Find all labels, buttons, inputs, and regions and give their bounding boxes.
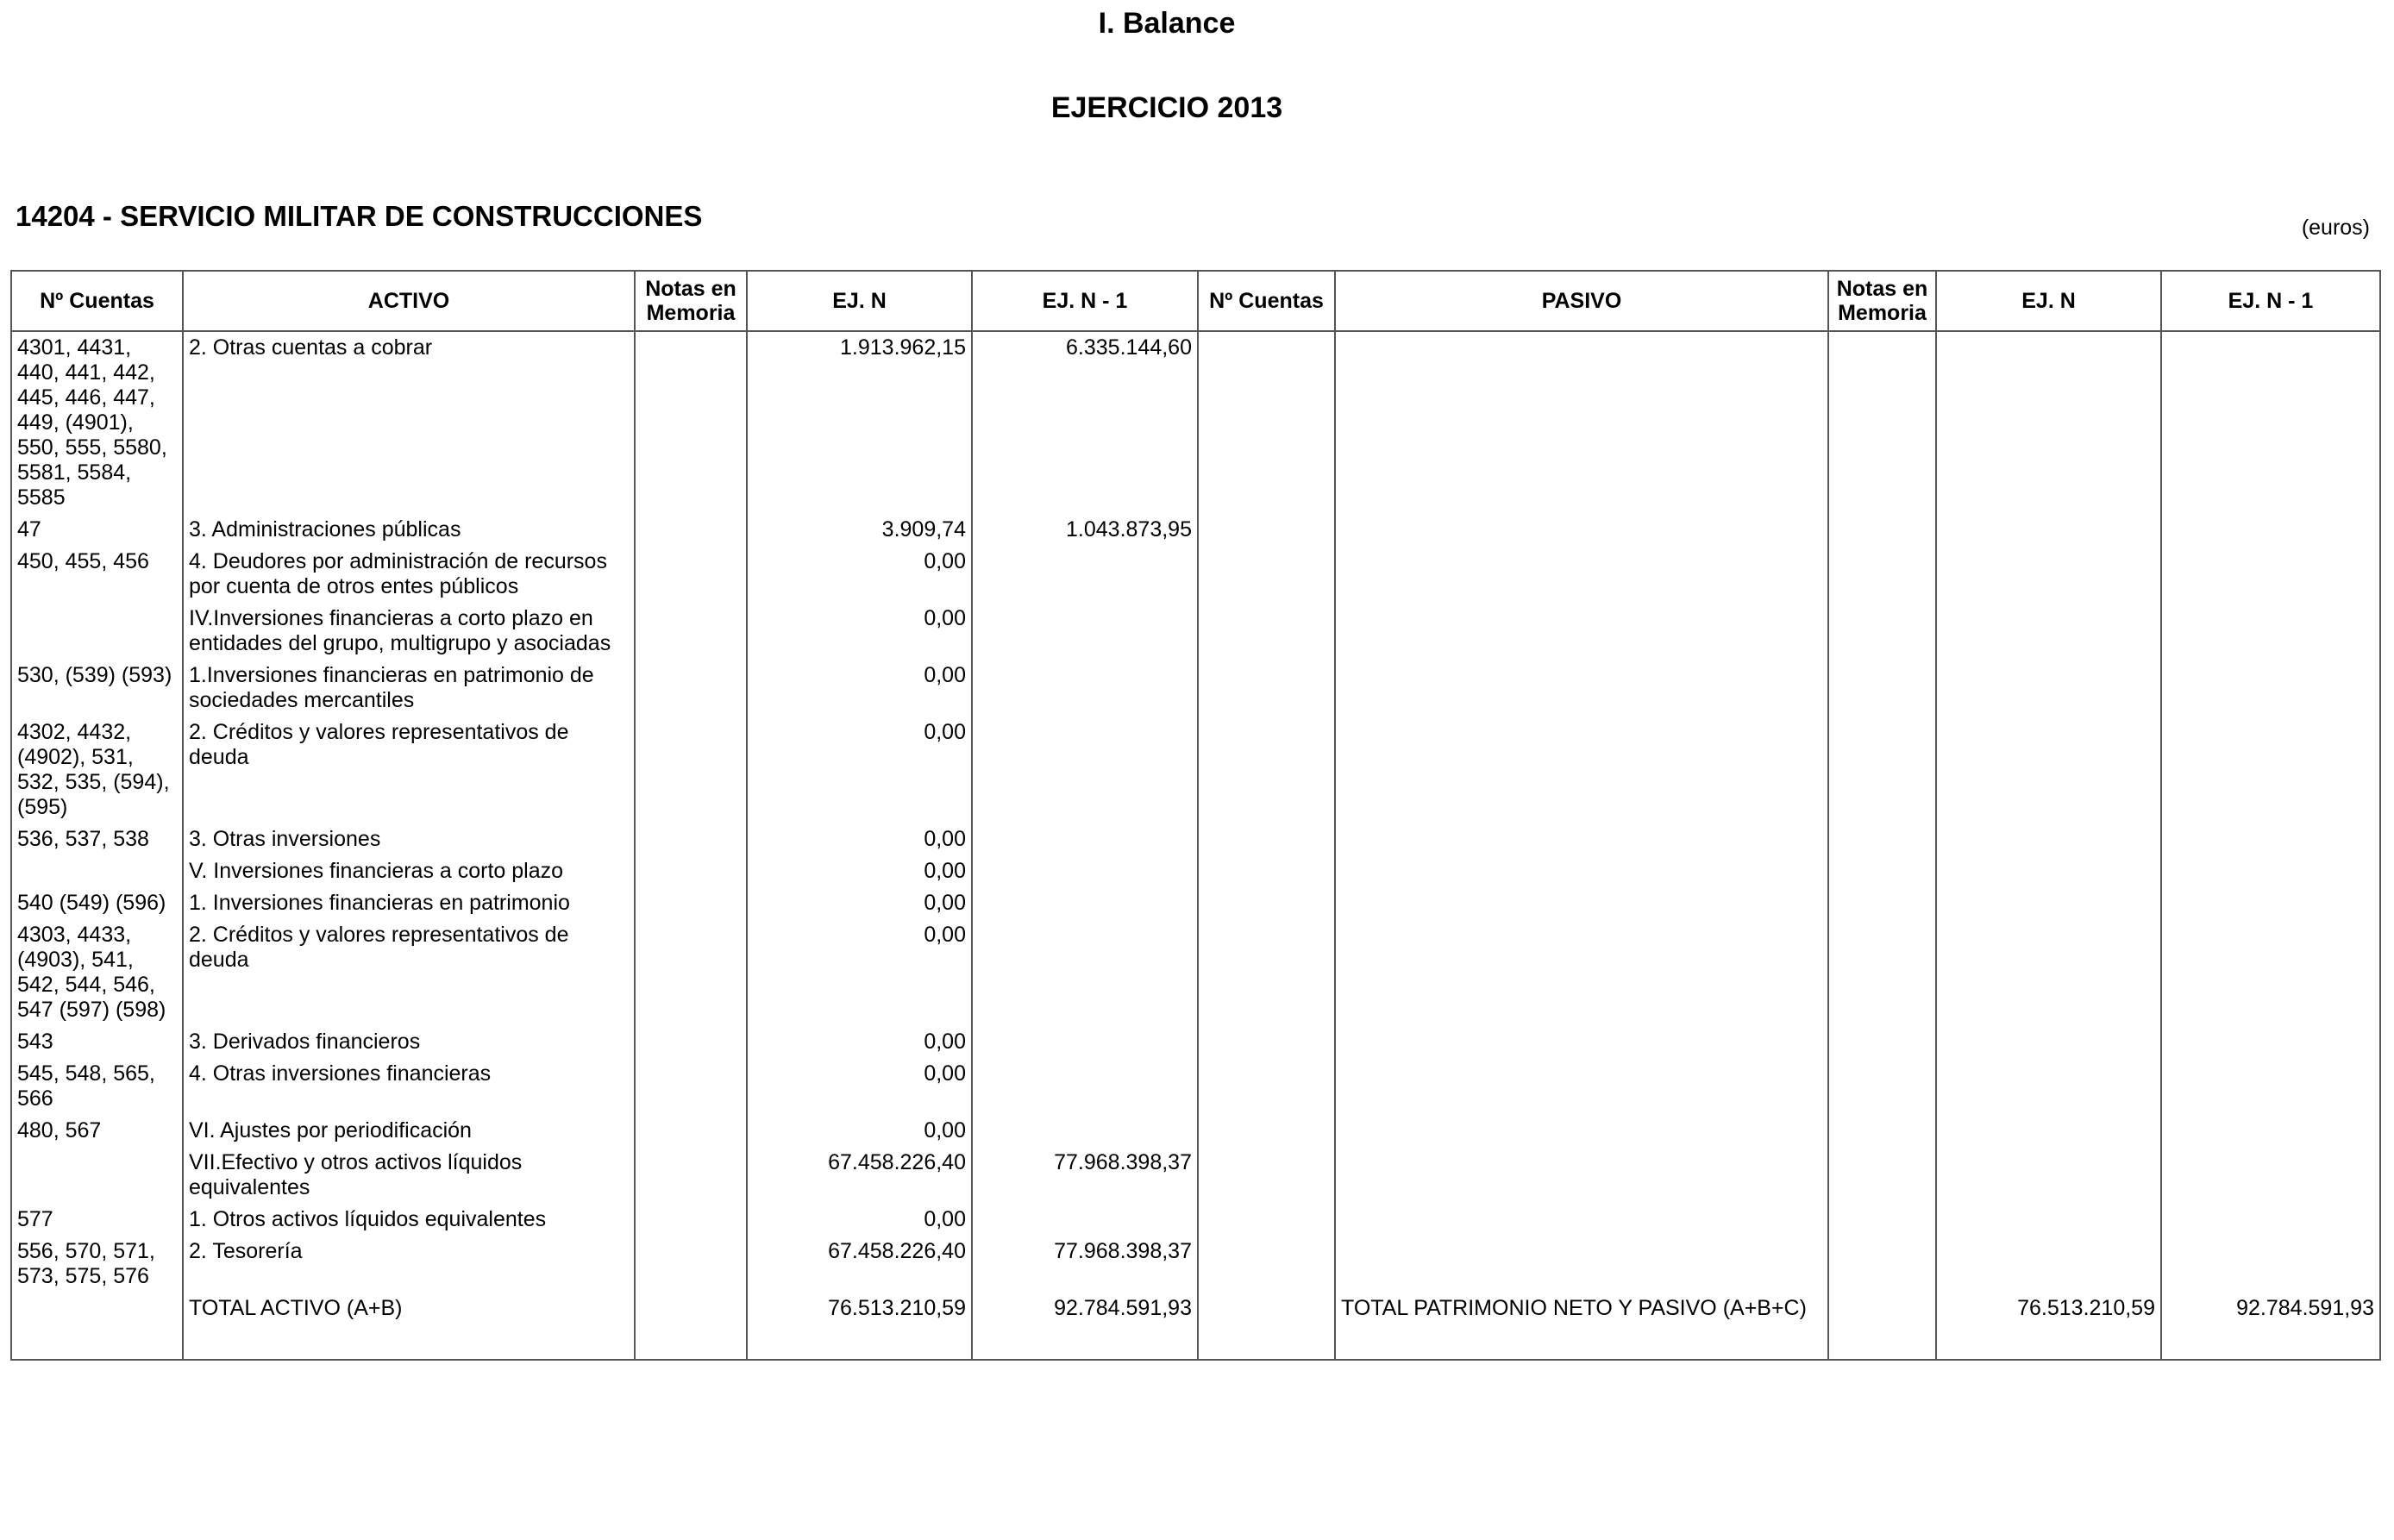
pasivo-label-cell [1335,546,1828,603]
ej-n-1-value [972,1058,1198,1115]
table-row [11,660,2380,717]
account-codes [11,1147,183,1204]
pasivo-ej-n-cell [1936,855,2161,887]
total-pasivo-cuentas-cell [1198,1293,1335,1360]
pasivo-label-cell [1335,1115,1828,1147]
table-row [11,1058,2380,1115]
header-cuentas: Nº Cuentas [11,271,183,331]
pasivo-ej-n-1-cell [2161,660,2380,717]
ej-n-value: 0,00 [747,546,972,603]
account-codes: 536, 537, 538 [11,823,183,855]
pasivo-label-cell [1335,919,1828,1026]
notas-cell [635,855,747,887]
pasivo-cuentas-cell [1198,1115,1335,1147]
table-row [11,1026,2380,1058]
pasivo-ej-n-1-cell [2161,855,2380,887]
pasivo-ej-n-1-cell [2161,919,2380,1026]
pasivo-ej-n-1-cell [2161,331,2380,514]
pasivo-label-cell [1335,514,1828,546]
pasivo-ej-n-1-cell [2161,546,2380,603]
balance-table [10,270,2381,1361]
pasivo-notas-cell [1828,1026,1936,1058]
ej-n-value: 0,00 [747,1058,972,1115]
pasivo-notas-cell [1828,1204,1936,1236]
table-row [11,331,2380,514]
notas-cell [635,603,747,660]
table-row [11,603,2380,660]
pasivo-cuentas-cell [1198,331,1335,514]
ej-n-value: 0,00 [747,887,972,919]
units-label: (euros) [2301,216,2370,240]
pasivo-ej-n-1-cell [2161,1026,2380,1058]
notas-cell [635,546,747,603]
pasivo-cuentas-cell [1198,717,1335,823]
pasivo-ej-n-cell [1936,514,2161,546]
account-codes: 530, (539) (593) [11,660,183,717]
activo-label: VII.Efectivo y otros activos líquidos equivalentes [183,1147,635,1204]
header-pasivo: PASIVO [1335,271,1828,331]
ej-n-value: 0,00 [747,1026,972,1058]
pasivo-notas-cell [1828,603,1936,660]
pasivo-cuentas-cell [1198,1236,1335,1293]
table-row [11,514,2380,546]
pasivo-ej-n-1-cell [2161,823,2380,855]
pasivo-label-cell [1335,887,1828,919]
pasivo-ej-n-1-cell [2161,1204,2380,1236]
account-codes: 577 [11,1204,183,1236]
pasivo-cuentas-cell [1198,919,1335,1026]
total-pasivo-label: TOTAL PATRIMONIO NETO Y PASIVO (A+B+C) [1335,1293,1828,1360]
table-row [11,546,2380,603]
account-codes: 545, 548, 565, 566 [11,1058,183,1115]
ej-n-value: 0,00 [747,1204,972,1236]
pasivo-label-cell [1335,603,1828,660]
pasivo-label-cell [1335,823,1828,855]
activo-label: 1.Inversiones financieras en patrimonio de sociedades mercantiles [183,660,635,717]
pasivo-label-cell [1335,1204,1828,1236]
activo-label: 4. Otras inversiones financieras [183,1058,635,1115]
notas-cell [635,1236,747,1293]
ej-n-1-value [972,603,1198,660]
account-codes: 543 [11,1026,183,1058]
ej-n-value: 0,00 [747,823,972,855]
pasivo-ej-n-cell [1936,717,2161,823]
pasivo-notas-cell [1828,1058,1936,1115]
notas-cell [635,1147,747,1204]
pasivo-notas-cell [1828,823,1936,855]
activo-label: 3. Administraciones públicas [183,514,635,546]
pasivo-ej-n-cell [1936,1058,2161,1115]
pasivo-ej-n-cell [1936,546,2161,603]
pasivo-ej-n-cell [1936,1115,2161,1147]
ej-n-value: 67.458.226,40 [747,1236,972,1293]
table-row [11,1147,2380,1204]
pasivo-notas-cell [1828,887,1936,919]
notas-cell [635,331,747,514]
ej-n-value: 0,00 [747,1115,972,1147]
ej-n-1-value: 77.968.398,37 [972,1236,1198,1293]
pasivo-cuentas-cell [1198,660,1335,717]
ej-n-value: 1.913.962,15 [747,331,972,514]
pasivo-label-cell [1335,1236,1828,1293]
ej-n-1-value: 1.043.873,95 [972,514,1198,546]
pasivo-notas-cell [1828,717,1936,823]
pasivo-notas-cell [1828,660,1936,717]
ej-n-1-value [972,660,1198,717]
ej-n-1-value: 77.968.398,37 [972,1147,1198,1204]
total-activo-ej-n-1: 92.784.591,93 [972,1293,1198,1360]
pasivo-ej-n-1-cell [2161,514,2380,546]
notas-cell [635,887,747,919]
pasivo-ej-n-cell [1936,823,2161,855]
pasivo-notas-cell [1828,919,1936,1026]
table-row [11,823,2380,855]
activo-label: 2. Créditos y valores representativos de deuda [183,717,635,823]
account-codes: 4301, 4431, 440, 441, 442, 445, 446, 447, 449, (4901), 550, 555, 5580, 5581, 5584, 5585 [11,331,183,514]
pasivo-label-cell [1335,717,1828,823]
activo-label: VI. Ajustes por periodificación [183,1115,635,1147]
notas-cell [635,660,747,717]
pasivo-cuentas-cell [1198,603,1335,660]
pasivo-notas-cell [1828,514,1936,546]
activo-label: IV.Inversiones financieras a corto plazo en entidades del grupo, multigrupo y asociadas [183,603,635,660]
total-pasivo-ej-n: 76.513.210,59 [1936,1293,2161,1360]
pasivo-cuentas-cell [1198,546,1335,603]
table-row [11,717,2380,823]
total-activo-ej-n: 76.513.210,59 [747,1293,972,1360]
account-codes: 4302, 4432, (4902), 531, 532, 535, (594), (595) [11,717,183,823]
pasivo-label-cell [1335,1026,1828,1058]
header-ej-n-1: EJ. N - 1 [972,271,1198,331]
account-codes: 556, 570, 571, 573, 575, 576 [11,1236,183,1293]
ej-n-value: 0,00 [747,855,972,887]
notas-cell [635,919,747,1026]
table-row [11,1236,2380,1293]
ej-n-value: 3.909,74 [747,514,972,546]
activo-label: 1. Otros activos líquidos equivalentes [183,1204,635,1236]
report-title: I. Balance [1098,7,1236,40]
account-codes: 47 [11,514,183,546]
pasivo-label-cell [1335,1058,1828,1115]
ej-n-1-value [972,1115,1198,1147]
table-row [11,1204,2380,1236]
activo-label: V. Inversiones financieras a corto plazo [183,855,635,887]
notas-cell [635,514,747,546]
total-pasivo-notas-cell [1828,1293,1936,1360]
notas-cell [635,1115,747,1147]
pasivo-cuentas-cell [1198,1204,1335,1236]
total-pasivo-ej-n-1: 92.784.591,93 [2161,1293,2380,1360]
pasivo-ej-n-1-cell [2161,717,2380,823]
ej-n-value: 0,00 [747,660,972,717]
pasivo-notas-cell [1828,1115,1936,1147]
account-codes: 4303, 4433, (4903), 541, 542, 544, 546, 547 (597) (598) [11,919,183,1026]
notas-cell [635,1026,747,1058]
total-cuentas-cell [11,1293,183,1360]
ej-n-1-value [972,546,1198,603]
notas-cell [635,823,747,855]
activo-label: 4. Deudores por administración de recursos por cuenta de otros entes públicos [183,546,635,603]
pasivo-label-cell [1335,660,1828,717]
account-codes: 450, 455, 456 [11,546,183,603]
pasivo-label-cell [1335,331,1828,514]
pasivo-cuentas-cell [1198,823,1335,855]
pasivo-ej-n-1-cell [2161,1115,2380,1147]
pasivo-label-cell [1335,1147,1828,1204]
notas-cell [635,1058,747,1115]
fiscal-year-title: EJERCICIO 2013 [1050,91,1283,124]
ej-n-value: 0,00 [747,717,972,823]
pasivo-cuentas-cell [1198,1026,1335,1058]
notas-cell [635,1204,747,1236]
activo-label: 1. Inversiones financieras en patrimonio [183,887,635,919]
pasivo-notas-cell [1828,1147,1936,1204]
ej-n-value: 0,00 [747,603,972,660]
total-activo-label: TOTAL ACTIVO (A+B) [183,1293,635,1360]
pasivo-notas-cell [1828,331,1936,514]
pasivo-notas-cell [1828,855,1936,887]
notas-cell [635,717,747,823]
pasivo-cuentas-cell [1198,514,1335,546]
pasivo-ej-n-cell [1936,1236,2161,1293]
pasivo-notas-cell [1828,1236,1936,1293]
balance-table-body [11,331,2380,1360]
pasivo-cuentas-cell [1198,1147,1335,1204]
activo-label: 2. Créditos y valores representativos de deuda [183,919,635,1026]
pasivo-ej-n-cell [1936,1026,2161,1058]
ej-n-1-value [972,1204,1198,1236]
activo-label: 3. Derivados financieros [183,1026,635,1058]
pasivo-ej-n-cell [1936,1147,2161,1204]
ej-n-1-value [972,1026,1198,1058]
pasivo-ej-n-cell [1936,887,2161,919]
entity-heading: 14204 - SERVICIO MILITAR DE CONSTRUCCIONES [16,200,703,232]
pasivo-cuentas-cell [1198,855,1335,887]
header-ej-n: EJ. N [747,271,972,331]
account-codes: 480, 567 [11,1115,183,1147]
table-row [11,855,2380,887]
activo-label: 2. Tesorería [183,1236,635,1293]
ej-n-1-value [972,855,1198,887]
pasivo-ej-n-cell [1936,603,2161,660]
header-ej-n-pasivo: EJ. N [1936,271,2161,331]
pasivo-cuentas-cell [1198,887,1335,919]
table-header-row [11,271,2380,331]
total-row [11,1293,2380,1360]
pasivo-cuentas-cell [1198,1058,1335,1115]
activo-label: 2. Otras cuentas a cobrar [183,331,635,514]
pasivo-ej-n-cell [1936,1204,2161,1236]
table-row [11,887,2380,919]
header-notas: Notas en Memoria [635,271,747,331]
header-ej-n-1-pasivo: EJ. N - 1 [2161,271,2380,331]
ej-n-1-value [972,887,1198,919]
pasivo-ej-n-cell [1936,660,2161,717]
pasivo-ej-n-1-cell [2161,1236,2380,1293]
pasivo-ej-n-1-cell [2161,887,2380,919]
pasivo-ej-n-cell [1936,919,2161,1026]
pasivo-notas-cell [1828,546,1936,603]
header-activo: ACTIVO [183,271,635,331]
account-codes [11,603,183,660]
pasivo-ej-n-cell [1936,331,2161,514]
pasivo-ej-n-1-cell [2161,1147,2380,1204]
total-notas-cell [635,1293,747,1360]
activo-label: 3. Otras inversiones [183,823,635,855]
ej-n-1-value [972,823,1198,855]
pasivo-label-cell [1335,855,1828,887]
table-row [11,1115,2380,1147]
pasivo-ej-n-1-cell [2161,603,2380,660]
ej-n-1-value [972,919,1198,1026]
table-row [11,919,2380,1026]
pasivo-ej-n-1-cell [2161,1058,2380,1115]
account-codes: 540 (549) (596) [11,887,183,919]
header-cuentas-pasivo: Nº Cuentas [1198,271,1335,331]
header-notas-pasivo: Notas en Memoria [1828,271,1936,331]
ej-n-value: 67.458.226,40 [747,1147,972,1204]
account-codes [11,855,183,887]
ej-n-1-value: 6.335.144,60 [972,331,1198,514]
ej-n-value: 0,00 [747,919,972,1026]
ej-n-1-value [972,717,1198,823]
